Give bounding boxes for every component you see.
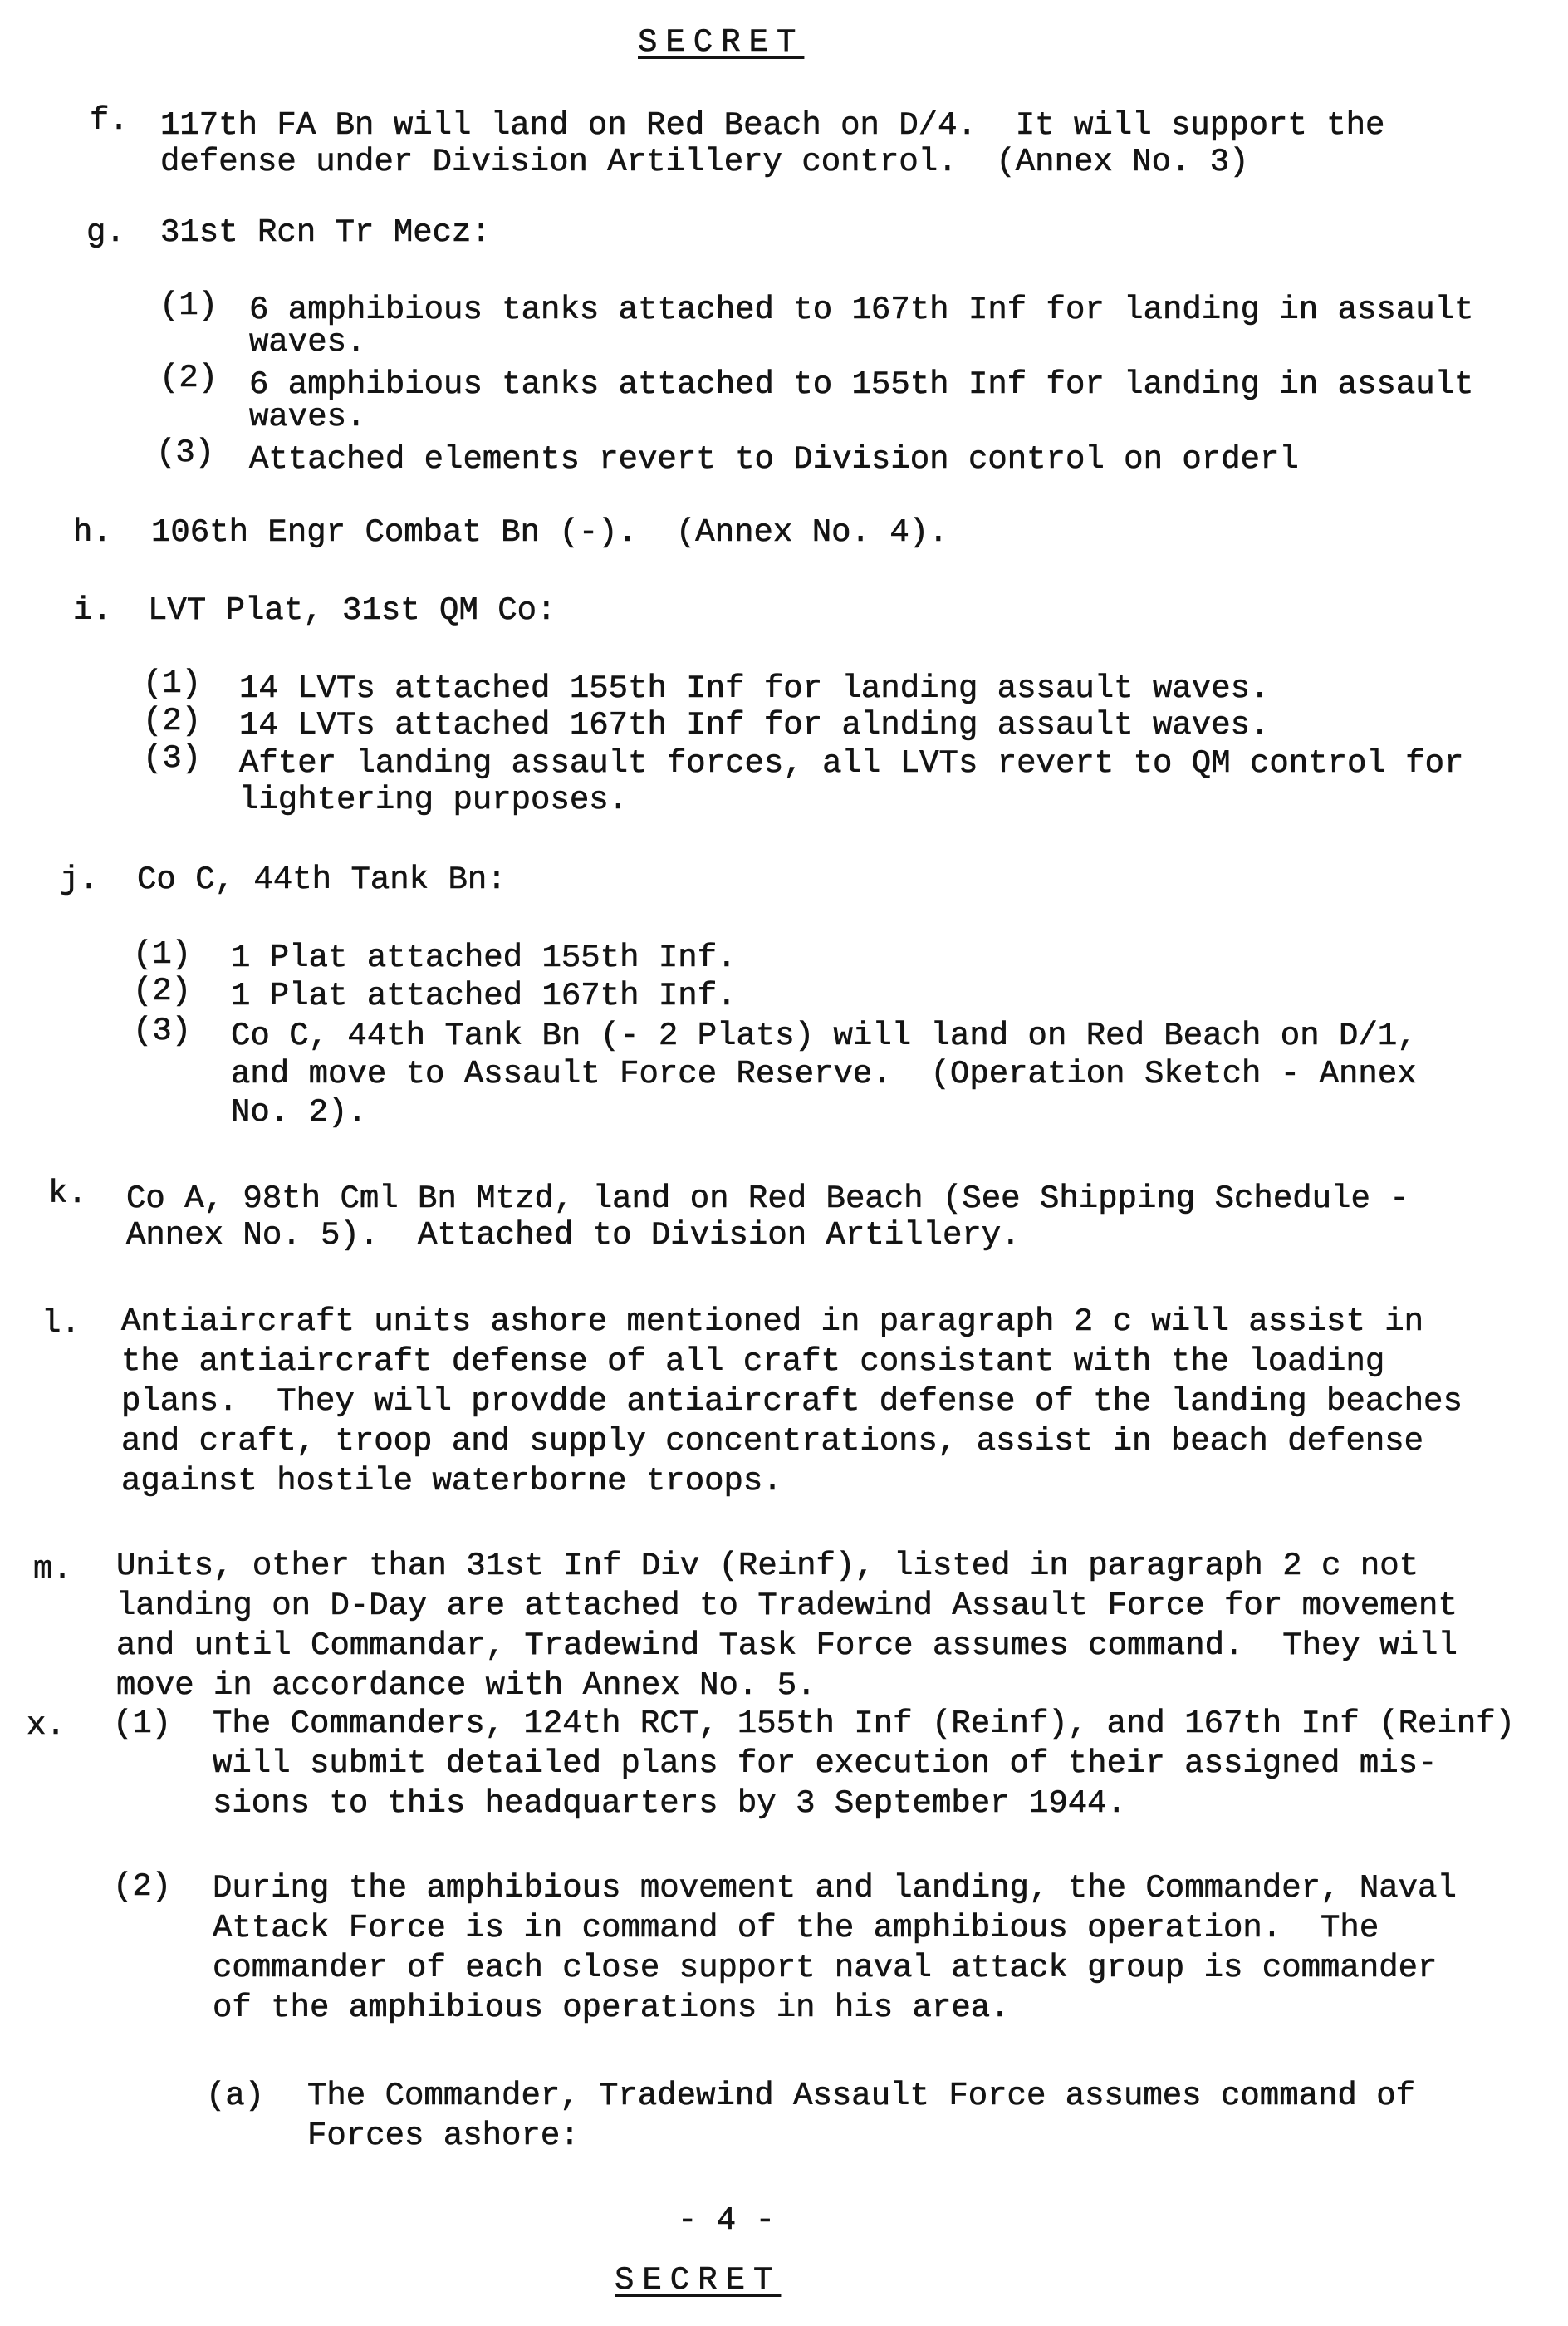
classification-footer: SECRET bbox=[615, 2262, 782, 2299]
para-j-sub2-line-1: 1 Plat attached 167th Inf. bbox=[231, 978, 737, 1014]
para-x-sub1-line-1: The Commanders, 124th RCT, 155th Inf (Reinf), and 167th Inf (Reinf) bbox=[213, 1705, 1516, 1742]
para-i-sub3-line-2: lightering purposes. bbox=[239, 782, 629, 818]
para-x-sub2-line-1: During the amphibious movement and landing, the Commander, Naval bbox=[213, 1870, 1457, 1906]
para-x-sub1-line-2: will submit detailed plans for execution of their assigned mis- bbox=[213, 1745, 1438, 1782]
para-m-line-2: landing on D-Day are attached to Tradewind Assault Force for movement bbox=[116, 1587, 1458, 1624]
para-g-sub2-line-1: 6 amphibious tanks attached to 155th Inf for landing in assault bbox=[249, 366, 1474, 403]
para-x-sub2-line-3: commander of each close support naval attack group is commander bbox=[213, 1950, 1438, 1986]
para-x-sub2-line-4: of the amphibious operations in his area. bbox=[213, 1990, 1010, 2026]
para-l-line-3: plans. They will provdde antiaircraft defense of the landing beaches bbox=[121, 1383, 1463, 1420]
para-g-sub1-line-1: 6 amphibious tanks attached to 167th Inf for landing in assault bbox=[249, 292, 1474, 328]
para-j-sub3-line-3: No. 2). bbox=[231, 1094, 367, 1131]
para-j-sub1-line-1: 1 Plat attached 155th Inf. bbox=[231, 940, 737, 976]
para-x-sub2-marker: (2) bbox=[113, 1868, 172, 1905]
para-x-sub1-marker: (1) bbox=[113, 1705, 172, 1742]
para-l-marker: l. bbox=[42, 1305, 81, 1342]
para-g-sub2-marker: (2) bbox=[159, 360, 218, 396]
para-j-sub3-line-2: and move to Assault Force Reserve. (Operation Sketch - Annex bbox=[231, 1056, 1417, 1092]
para-f-marker: f. bbox=[90, 102, 129, 139]
para-j-sub3-line-1: Co C, 44th Tank Bn (- 2 Plats) will land on Red Beach on D/1, bbox=[231, 1018, 1417, 1054]
para-i-sub1-line-1: 14 LVTs attached 155th Inf for landing assault waves. bbox=[239, 670, 1270, 707]
para-j-sub2-marker: (2) bbox=[133, 973, 192, 1009]
para-k-marker: k. bbox=[48, 1175, 87, 1212]
para-i-marker: i. bbox=[73, 592, 112, 629]
para-j-marker: j. bbox=[60, 861, 99, 898]
para-l-line-4: and craft, troop and supply concentrations, assist in beach defense bbox=[121, 1423, 1424, 1460]
para-i-sub1-marker: (1) bbox=[143, 665, 202, 702]
para-j-sub1-marker: (1) bbox=[133, 936, 192, 973]
para-l-line-1: Antiaircraft units ashore mentioned in paragraph 2 c will assist in bbox=[121, 1303, 1424, 1340]
para-i-sub3-line-1: After landing assault forces, all LVTs revert to QM control for bbox=[239, 745, 1464, 782]
para-x-marker: x. bbox=[27, 1707, 66, 1744]
para-i-title: LVT Plat, 31st QM Co: bbox=[148, 592, 556, 629]
classification-header: SECRET bbox=[638, 24, 805, 61]
para-j-title: Co C, 44th Tank Bn: bbox=[137, 861, 507, 898]
para-x-sub1-line-3: sions to this headquarters by 3 September 1944. bbox=[213, 1785, 1126, 1822]
para-l-line-5: against hostile waterborne troops. bbox=[121, 1463, 782, 1499]
para-k-line-1: Co A, 98th Cml Bn Mtzd, land on Red Beach (See Shipping Schedule - bbox=[126, 1180, 1409, 1217]
para-x-sub2a-line-2: Forces ashore: bbox=[307, 2117, 580, 2154]
para-i-sub2-line-1: 14 LVTs attached 167th Inf for alnding assault waves. bbox=[239, 707, 1270, 743]
para-h-text: 106th Engr Combat Bn (-). (Annex No. 4). bbox=[151, 514, 948, 551]
para-f-line-2: defense under Division Artillery control. (Annex No. 3) bbox=[160, 144, 1249, 180]
para-j-sub3-marker: (3) bbox=[133, 1013, 192, 1049]
para-m-line-1: Units, other than 31st Inf Div (Reinf), listed in paragraph 2 c not bbox=[116, 1548, 1419, 1584]
para-m-line-3: and until Commandar, Tradewind Task Force assumes command. They will bbox=[116, 1627, 1458, 1664]
para-x-sub2-line-2: Attack Force is in command of the amphibious operation. The bbox=[213, 1910, 1379, 1946]
para-g-sub1-marker: (1) bbox=[159, 287, 218, 324]
para-m-marker: m. bbox=[33, 1551, 72, 1587]
para-i-sub2-marker: (2) bbox=[143, 703, 202, 739]
page-number: - 4 - bbox=[678, 2202, 776, 2239]
para-g-sub3-marker: (3) bbox=[156, 434, 215, 471]
para-i-sub3-marker: (3) bbox=[143, 740, 202, 777]
para-x-sub2a-line-1: The Commander, Tradewind Assault Force assumes command of bbox=[307, 2078, 1416, 2114]
para-h-marker: h. bbox=[73, 514, 112, 551]
para-g-sub3-line-1: Attached elements revert to Division control on orderl bbox=[249, 441, 1299, 478]
para-g-sub1-line-2: waves. bbox=[249, 324, 366, 361]
para-m-line-4: move in accordance with Annex No. 5. bbox=[116, 1667, 816, 1704]
para-g-sub2-line-2: waves. bbox=[249, 399, 366, 435]
para-l-line-2: the antiaircraft defense of all craft consistant with the loading bbox=[121, 1343, 1385, 1380]
para-x-sub2a-marker: (a) bbox=[206, 2078, 265, 2114]
para-g-title: 31st Rcn Tr Mecz: bbox=[160, 214, 491, 251]
para-g-marker: g. bbox=[86, 214, 125, 251]
para-f-line-1: 117th FA Bn will land on Red Beach on D/4. It will support the bbox=[160, 107, 1385, 144]
para-k-line-2: Annex No. 5). Attached to Division Artillery. bbox=[126, 1217, 1021, 1254]
